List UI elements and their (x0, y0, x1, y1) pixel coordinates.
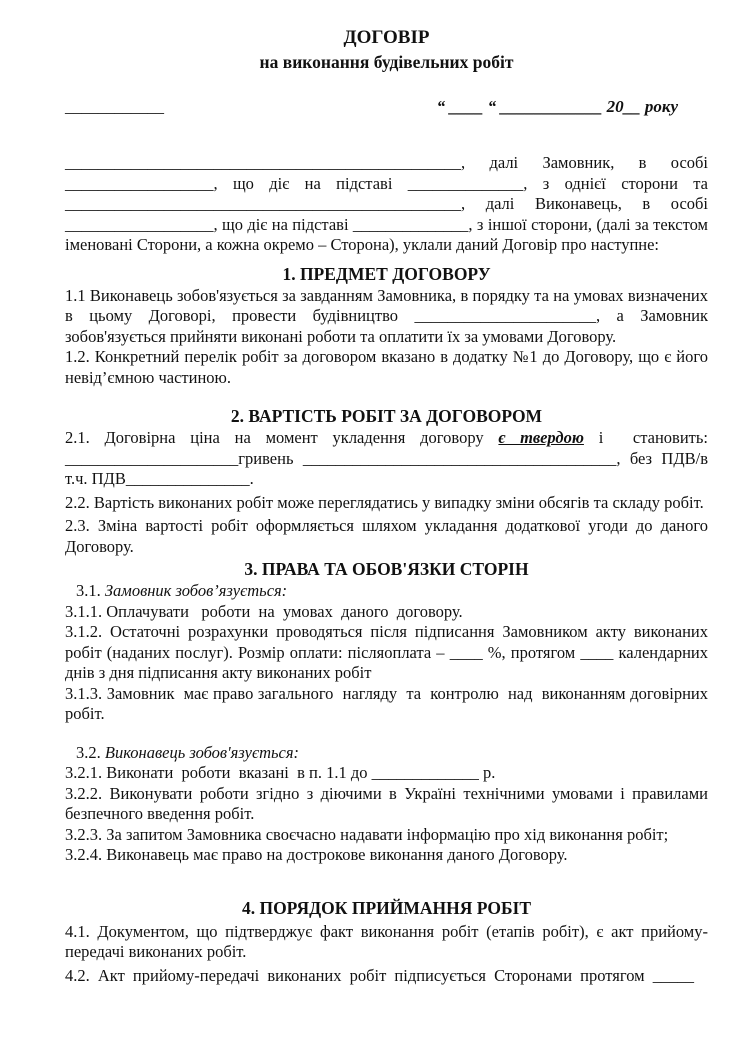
text-run: 2.2. Вартість виконаних робіт може переглядатись у випадку зміни обсягів та складу робіт. (65, 492, 704, 512)
blank-field: __________________ (65, 173, 214, 193)
clause-3-1-1 (65, 602, 708, 623)
date-value (437, 96, 678, 117)
clause-3-2 (65, 743, 708, 764)
blank-field: __________________ (65, 214, 214, 234)
text-run: , а Замовник зобов'язується прийняти виконані роботи та оплатити їх за умовами Договору. (65, 306, 708, 346)
text-run: 3.2. (76, 742, 105, 762)
text-run: 3.2.3. За запитом Замовника своєчасно надавати інформацію про хід виконання робіт; (65, 824, 669, 844)
text-run: і становить: (583, 428, 708, 447)
blank-field: ____ (449, 642, 483, 662)
blank-field: ______________________________________ (302, 448, 617, 468)
blank-field: ______________ (407, 173, 524, 193)
clause-3-1-3 (65, 684, 708, 725)
text-run: , далі Виконавець, в особі (461, 194, 708, 213)
clause-2-2 (65, 493, 708, 514)
contract-subtitle: на виконання будівельних робіт (259, 52, 514, 72)
clause-4-1 (65, 922, 708, 963)
text-run: Замовник зобов’язується: (104, 581, 288, 600)
parties-paragraph (65, 153, 708, 256)
clause-1-2 (65, 347, 708, 388)
clause-4-2 (65, 966, 708, 987)
text-run: 3.1.2. Остаточні розрахунки проводяться після підписання Замовником акту виконаних робіт (наданих послуг). Розмір оплати: післяоплата – (65, 622, 708, 662)
text-run: 1.1 Виконавець зобов'язується за завданням Замовника, в порядку та на умовах визначених в цьому Договорі, провести будівництво (65, 285, 708, 325)
text-run: 1.2. Конкретний перелік робіт за договором вказано в додатку №1 до Договору, що є його невід’ємною частиною. (65, 347, 708, 387)
text-run: . (249, 469, 254, 488)
document-body (65, 26, 708, 986)
text-run: , далі Замовник, в особі (461, 153, 708, 172)
clause-2-3 (65, 516, 708, 557)
text-run: , без ПДВ/в т.ч. ПДВ (65, 448, 708, 488)
text-run: 4.1. Документом, що підтверджує факт виконання робіт (етапів робіт), є акт прийому-передачі виконаних робіт. (65, 921, 708, 961)
text-run: 3.1.3. Замовник має право загального нагляду та контролю над виконанням договірних робіт. (65, 683, 708, 723)
text-run: р. (478, 763, 496, 782)
text-run: 3.2.4. Виконавець має право на дострокове виконання даного Договору. (65, 845, 568, 864)
text-run: , що діє на підставі (213, 173, 408, 193)
text-run: 4.2. Акт прийому-передачі виконаних робіт підписується Сторонами протягом (65, 965, 653, 985)
clause-3-1 (65, 581, 708, 602)
blank-field: _____________________ (65, 448, 239, 468)
text-run: календарних днів з дня підписання акту виконаних робіт (65, 642, 708, 682)
clause-3-1-2 (65, 622, 708, 684)
blank-field: ____________ (65, 97, 164, 116)
section-1-heading: 1. ПРЕДМЕТ ДОГОВОРУ (282, 263, 491, 284)
clause-3-2-4 (65, 845, 708, 866)
clause-3-2-3 (65, 825, 708, 846)
text-run: є твердою (498, 428, 584, 447)
text-run: , що діє на підставі (213, 214, 353, 234)
blank-field: ________________________________________________ (65, 153, 461, 172)
text-run: 3.1. (76, 581, 105, 600)
text-run: , з однієї сторони та (523, 173, 708, 193)
text-run: 3.2.1. Виконати роботи вказані в п. 1.1 до (65, 763, 372, 782)
contract-title: ДОГОВІР (343, 27, 430, 48)
blank-field: ________________________________________________ (65, 194, 461, 213)
text-run: 2.1. Договірна ціна на момент укладення договору (65, 428, 499, 447)
place-blank (65, 96, 164, 117)
text-run: %, протягом (482, 642, 581, 662)
clause-1-1 (65, 286, 708, 348)
blank-field: ______________ (352, 214, 469, 234)
blank-field: ______________________ (414, 306, 596, 325)
blank-field: ____ (580, 642, 614, 662)
clause-3-2-2 (65, 784, 708, 825)
section-2-heading: 2. ВАРТІСТЬ РОБІТ ЗА ДОГОВОРОМ (230, 406, 543, 426)
text-run: 2.3. Зміна вартості робіт оформляється шляхом укладання додаткової угоди до даного Договору. (65, 516, 708, 556)
clause-3-2-1 (65, 763, 708, 784)
blank-field: _______________ (125, 469, 250, 488)
text-run: , з іншої сторони, (далі за текстом іменовані Сторони, а кожна окремо – Сторона), уклали даний Договір про наступне: (65, 214, 708, 254)
section-4-heading: 4. ПОРЯДОК ПРИЙМАННЯ РОБІТ (241, 897, 532, 918)
blank-field: _____________ (371, 763, 479, 782)
text-run: Виконавець зобов'язується: (104, 742, 300, 762)
clause-2-1 (65, 428, 708, 490)
date-line (65, 96, 708, 117)
section-3-heading: 3. ПРАВА ТА ОБОВ'ЯЗКИ СТОРІН (244, 559, 529, 579)
blank-field: _____ (652, 965, 694, 985)
text-run: “ ____ “ ____________ 20__ року (436, 97, 678, 116)
text-run: гривень (238, 448, 303, 468)
text-run: 3.1.1. Оплачувати роботи на умовах даного договору. (65, 601, 463, 621)
text-run: 3.2.2. Виконувати роботи згідно з діючими в Україні технічними умовами і правилами безпечного введення робіт. (65, 783, 708, 823)
